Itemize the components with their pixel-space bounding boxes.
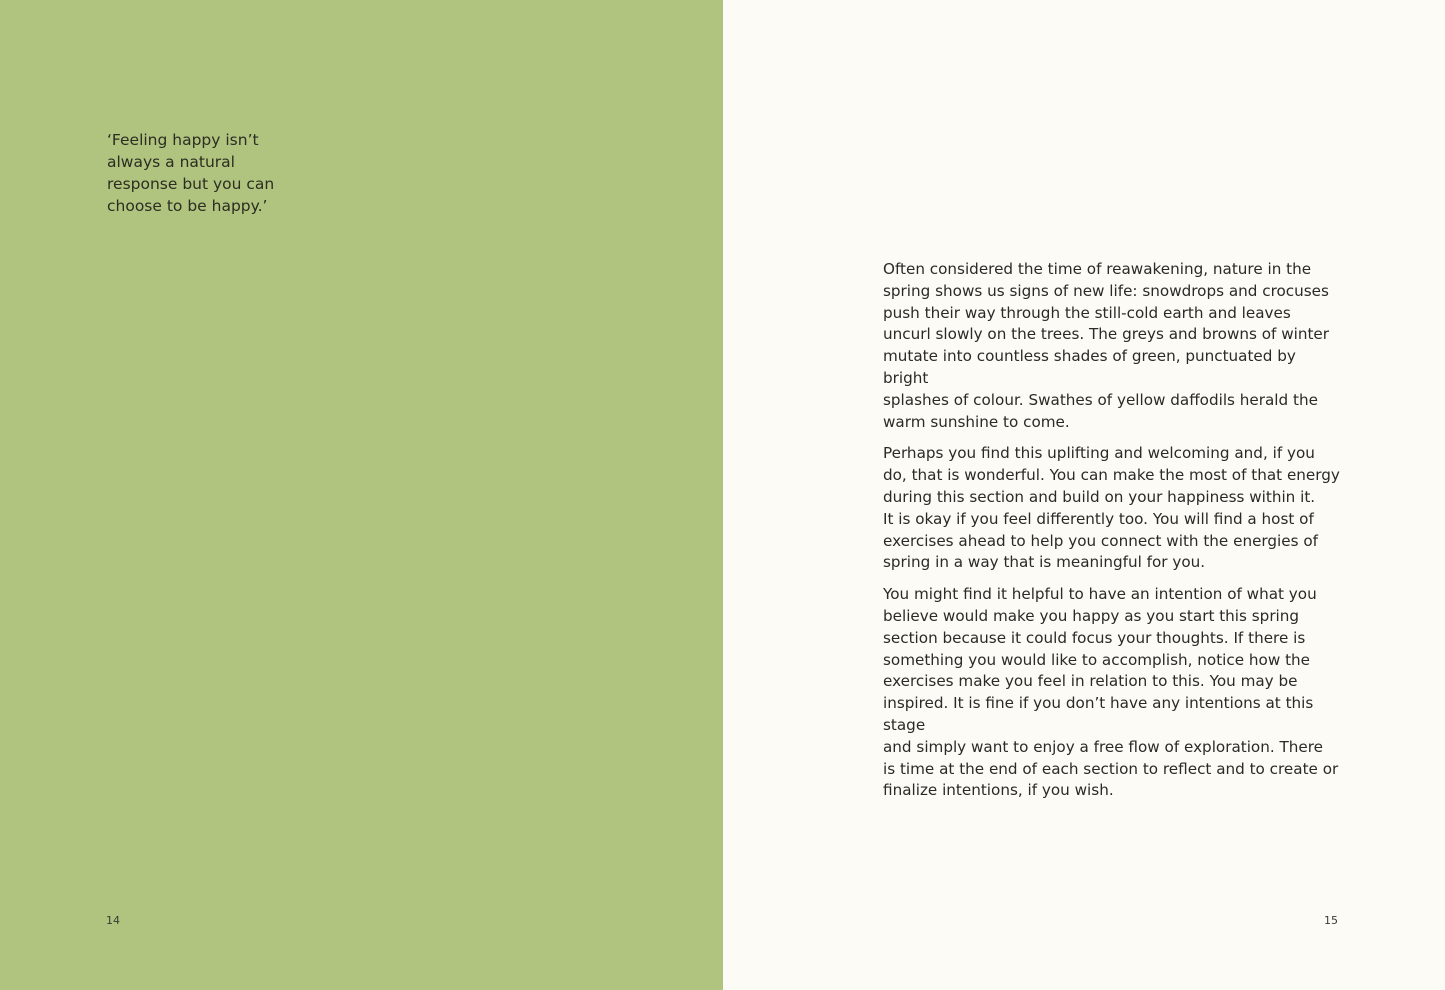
paragraph: You might find it helpful to have an intention of what you believe would make you happy as you start this spring section because it could focus your thoughts. If there is something you would like to accomplish, notice how the exercises make you feel in relation to this. You may be inspired. It is fine if you don’t have any intentions at this stage and simply want to enjoy a free flow of exploration. There is time at the end of each section to reflect and to create or finalize intentions, if you wish. (883, 585, 1339, 800)
right-page (723, 0, 1445, 990)
body-text (883, 259, 1343, 812)
pull-quote: ‘Feeling happy isn’t always a natural response but you can choose to be happy.’ (107, 131, 275, 215)
page-number-left: 14 (106, 914, 120, 927)
paragraph: Perhaps you find this uplifting and welcoming and, if you do, that is wonderful. You can make the most of that energy during this section and build on your happiness within it. It is okay if you feel differently too. You will find a host of exercises ahead to help you connect with the energies of spring in a way that is meaningful for you. (883, 444, 1340, 572)
paragraph: Often considered the time of reawakening, nature in the spring shows us signs of new life: snowdrops and crocuses push their way through the still-cold earth and leaves uncurl slowly on the trees. The greys and browns of winter mutate into countless shades of green, punctuated by bright splashes of colour. Swathes of yellow daffodils herald the warm sunshine to come. (883, 260, 1330, 431)
page-number-right: 15 (1324, 914, 1338, 927)
